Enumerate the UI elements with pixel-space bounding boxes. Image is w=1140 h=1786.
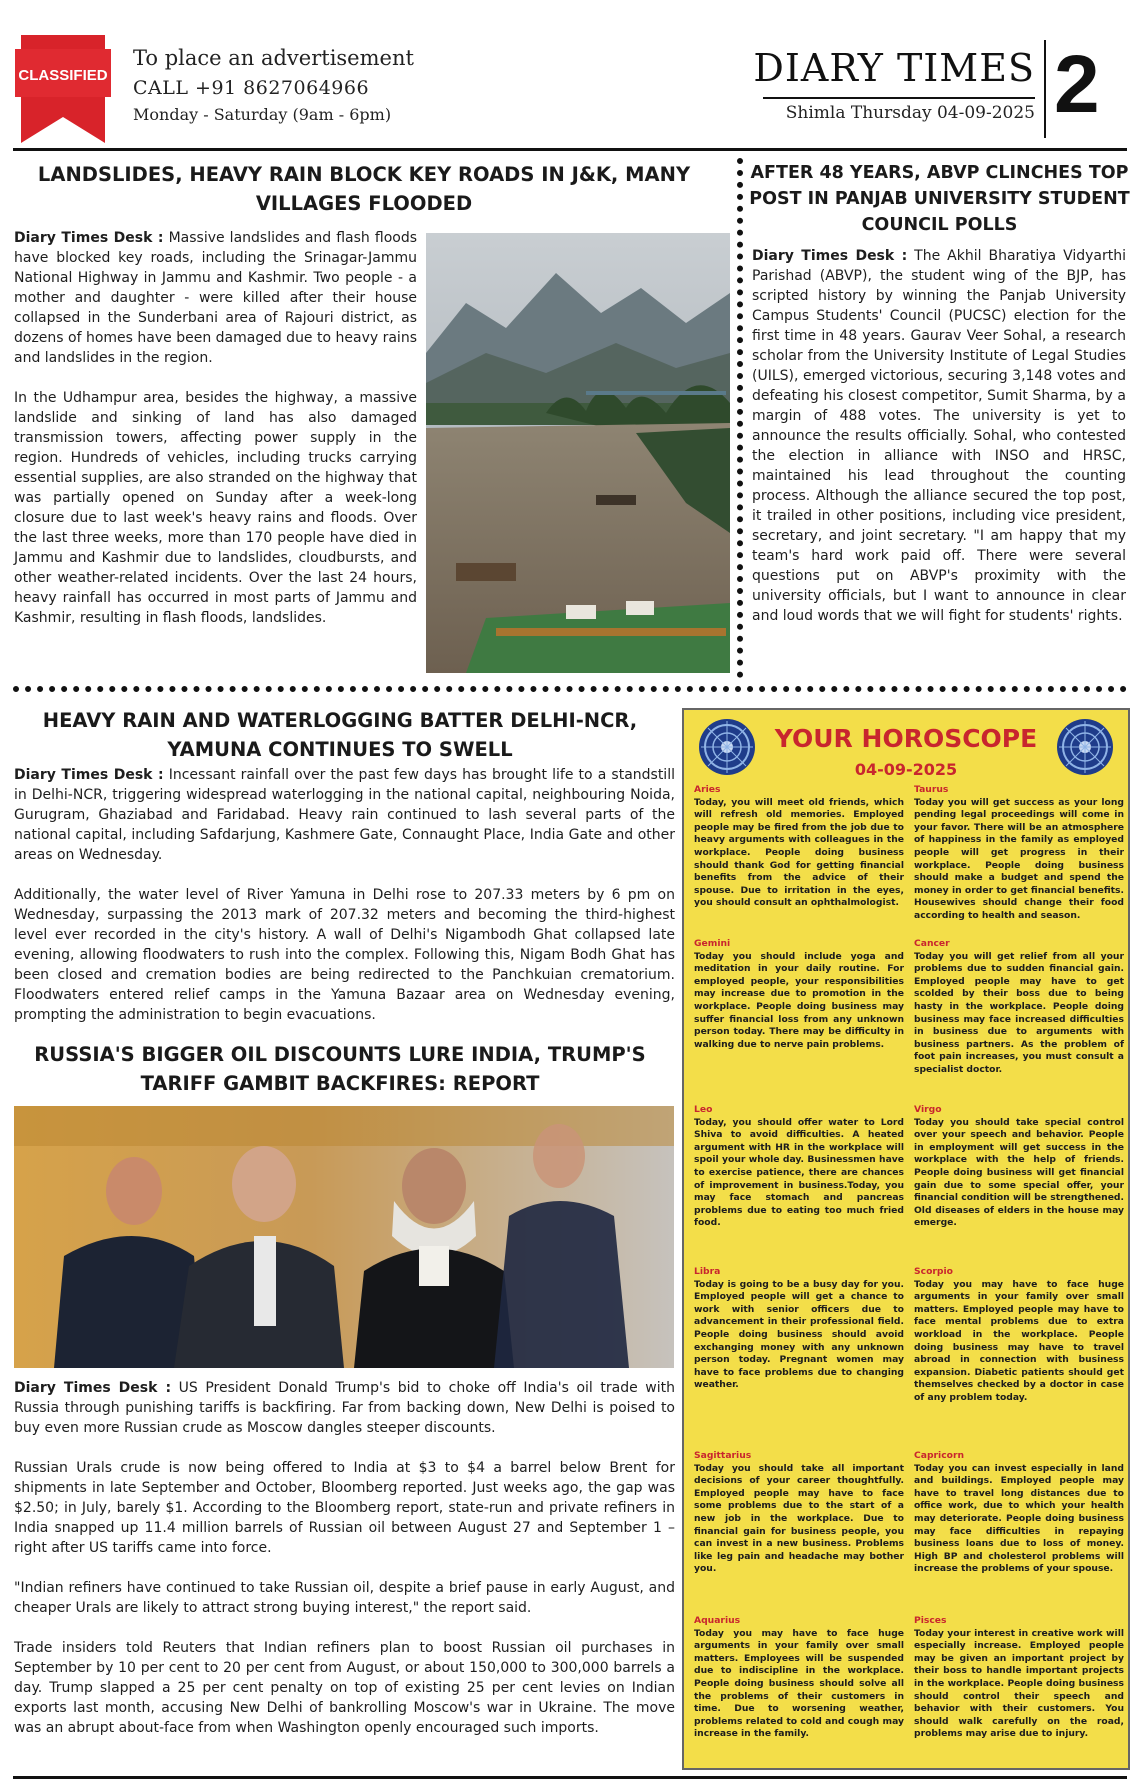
horoscope-panel [682, 708, 1130, 1770]
russia-desk: Diary Times Desk : [14, 1380, 172, 1396]
sign-aquarius [694, 1615, 904, 1741]
sign-name: Pisces [914, 1615, 947, 1626]
russia-para-2: Russian Urals crude is now being offered to India at $3 to $4 a barrel below Brent for shipments in late September and October, Bloomberg reported. Just weeks ago, the gap was $2.50; in July, barely $1. According to the Bloomberg report, state-run and private refiners in India snapped up 11.4 million barrels of Russian oil between August 27 and September 1 – right after US tariffs came into force. [14, 1460, 675, 1556]
horoscope-date: 04-09-2025 [854, 760, 958, 779]
horoscope-title: YOUR HOROSCOPE [774, 724, 1038, 753]
flood-river-photo [426, 233, 730, 673]
sign-text: Today you will get relief from all your problems due to sudden financial gain. Employed people may have to get scolded by their boss due to being hasty in the workplace. People doing business may face increased difficulties in business due to arguments with business partners. As the problem of foot pain increases, you must consult a specialist doctor. [914, 950, 1124, 1075]
page-number: 2 [1054, 39, 1100, 130]
footer-rule [13, 1776, 1127, 1779]
delhi-desk: Diary Times Desk : [14, 767, 164, 783]
classified-info [133, 46, 414, 124]
sign-name: Leo [694, 1104, 713, 1115]
ad-phone: CALL +91 8627064966 [133, 77, 370, 99]
sign-libra [694, 1266, 904, 1392]
sign-text: Today, you should offer water to Lord Shiva to avoid difficulties. A heated argument with HR in the workplace will spoil your whole day. Businessmen have to exercise patience, there are chances of improvement in business.Today, you may face stomach and pancreas problems due to eating too much fried food. [694, 1116, 904, 1229]
russia-body [14, 1378, 675, 1738]
masthead-rule [763, 97, 1035, 99]
abvp-body [752, 246, 1126, 626]
header-rule [13, 148, 1127, 151]
section-divider [13, 686, 1127, 692]
sign-leo [694, 1104, 904, 1230]
ad-line-1: To place an advertisement [133, 46, 414, 70]
sign-name: Scorpio [914, 1266, 953, 1277]
abvp-headline: AFTER 48 YEARS, ABVP CLINCHES TOP POST IN PANJAB UNIVERSITY STUDENT COUNCIL POLLS [749, 163, 1130, 235]
sign-name: Taurus [914, 784, 949, 795]
jk-headline: LANDSLIDES, HEAVY RAIN BLOCK KEY ROADS IN J&K, MANY VILLAGES FLOODED [37, 163, 691, 215]
delhi-headline: HEAVY RAIN AND WATERLOGGING BATTER DELHI-NCR, YAMUNA CONTINUES TO SWELL [42, 709, 638, 761]
sign-name: Libra [694, 1266, 721, 1277]
sign-sagittarius [694, 1450, 904, 1576]
classified-ribbon [15, 35, 111, 145]
sign-pisces [914, 1615, 1124, 1741]
abvp-desk: Diary Times Desk : [752, 248, 908, 264]
jk-desk: Diary Times Desk : [14, 230, 164, 246]
abvp-para-1: The Akhil Bharatiya Vidyarthi Parishad (ABVP), the student wing of the BJP, has scripted history by winning the Panjab University Campus Students' Council (PUCSC) election for the first time in 48 years. Gaurav Veer Sohal, a research scholar from the University Institute of Legal Studies (UILS), emerged victorious, securing 3,148 votes and defeating his closest competitor, Sumit Sharma, by a margin of 488 votes. The university is yet to announce the results officially. Sohal, who contested the election in alliance with INSO and HRSC, maintained his lead throughout the counting process. Although the alliance secured the top post, it trailed in other positions, including vice president, secretary, and joint secretary. "I am happy that my team's hard work paid off. There were several questions put on ABVP's proximity with the university officials, but I want to announce in clear and loud words that we will fight for students' rights. [752, 248, 1126, 624]
sign-name: Sagittarius [694, 1450, 752, 1461]
sign-text: Today you should include yoga and meditation in your daily routine. For employed people, your responsibilities may increase due to promotion in the workplace. People doing business may suffer financial loss from any unknown person today. There may be difficulty in walking due to nerve pain problems. [694, 950, 904, 1050]
sign-taurus [914, 784, 1124, 923]
sign-scorpio [914, 1266, 1124, 1405]
sign-name: Aquarius [694, 1615, 741, 1626]
sign-gemini [694, 938, 904, 1051]
column-divider [737, 158, 743, 678]
delhi-para-1: Incessant rainfall over the past few days has brought life to a standstill in Delhi-NCR, triggering widespread waterlogging in the national capital, neighbouring Noida, Gurugram, Ghaziabad and Faridabad. Heavy rain continued to lash several parts of the national capital, including Safdarjung, Kashmere Gate, Connaught Place, India Gate and other areas on Wednesday. [14, 767, 675, 863]
sign-text: Today you should take special control over your speech and behavior. People in employment will get success in the workplace with the help of friends. People doing business will get financial gain due to some special offer, your financial condition will be strengthened. Old diseases of elders in the house may emerge. [914, 1116, 1124, 1229]
russia-para-1: US President Donald Trump's bid to choke off India's oil trade with Russia through punishing tariffs is backfiring. Far from backing down, New Delhi is poised to buy even more Russian crude as Moscow dangles steeper discounts. [14, 1380, 675, 1436]
delhi-para-2: Additionally, the water level of River Yamuna in Delhi rose to 207.33 meters by 6 pm on Wednesday, surpassing the 2013 mark of 207.32 meters and becoming the third-highest level ever recorded in the city's history. A wall of Delhi's Nigambodh Ghat collapsed late evening, allowing floodwaters to rush into the complex. Following this, Nigam Bodh Ghat has been closed and cremation bodies are being redirected to the Panchkuian crematorium. Floodwaters entered relief camps in the Yamuna Bazaar area on Wednesday evening, prompting the administration to begin evacuations. [14, 887, 675, 1023]
dateline: Shimla Thursday 04-09-2025 [785, 103, 1035, 123]
jk-para-2: In the Udhampur area, besides the highway, a massive landslide and sinking of land has also damaged transmission towers, affecting power supply in the region. Hundreds of vehicles, including trucks carrying essential supplies, are also stranded on the highway that was partially opened on Sunday after a week-long closure due to last week's heavy rains and floods. Over the last three weeks, more than 170 people have died in Jammu and Kashmir due to landslides, cloudbursts, and other weather-related incidents. Over the last 24 hours, heavy rainfall has occurred in most parts of Jammu and Kashmir, resulting in flash floods, landslides. [14, 390, 417, 626]
leaders-photo [14, 1106, 674, 1368]
sign-cancer [914, 938, 1124, 1077]
sign-virgo [914, 1104, 1124, 1230]
ad-hours: Monday - Saturday (9am - 6pm) [133, 105, 392, 124]
jk-body [14, 228, 417, 628]
sign-name: Gemini [694, 938, 731, 949]
masthead [745, 45, 1035, 123]
sign-text: Today you may have to face huge arguments in your family over small matters. Employees will be suspended due to indiscipline in the workplace. People doing business should solve all the problems of their customers in time. Due to worsening weather, problems related to cold and cough may increase in the family. [694, 1627, 904, 1740]
sign-name: Aries [694, 784, 721, 795]
sign-text: Today you can invest especially in land and buildings. Employed people may have to travel long distances due to office work, due to which your health may deteriorate. People doing business may face difficulties in repaying business loans due to loss of money. High BP and cholesterol problems will increase the problems of your spouse. [914, 1462, 1124, 1575]
russia-para-4: Trade insiders told Reuters that Indian refiners plan to boost Russian oil purchases in September by 10 per cent to 20 per cent from August, or about 150,000 to 300,000 barrels a day. Trump slapped a 25 per cent penalty on top of existing 25 per cent levies on Indian exports last month, accusing New Delhi of bankrolling Moscow's war in Ukraine. The move was an abrupt about-face from when Washington openly encouraged such imports. [14, 1640, 675, 1736]
sign-text: Today is going to be a busy day for you. Employed people will get a chance to work with senior officers due to advancement in their professional field. People doing business should avoid exchanging money with any unknown person today. Pregnant women may have to face problems due to changing weather. [694, 1278, 904, 1391]
sign-aries [694, 784, 904, 910]
sign-text: Today your interest in creative work will especially increase. Employed people may be given an important project by their boss to handle important projects in the workplace. People doing business should control their speech and behavior with their customers. You should walk carefully on the road, problems may arise due to injury. [914, 1627, 1124, 1740]
russia-para-3: "Indian refiners have continued to take Russian oil, despite a brief pause in early August, and cheaper Urals are likely to attract strong buying interest," the report said. [14, 1580, 675, 1616]
russia-headline: RUSSIA'S BIGGER OIL DISCOUNTS LURE INDIA, TRUMP'S TARIFF GAMBIT BACKFIRES: REPORT [34, 1043, 646, 1095]
sign-name: Capricorn [914, 1450, 965, 1461]
masthead-divider [1044, 40, 1046, 138]
sign-text: Today you may have to face huge arguments in your family over small matters. Employed people may have to face mental problems due to extra workload in the workplace. People doing business may have to travel abroad in connection with business expansion. Diabetic patients should get themselves checked by a doctor in case of any problem today. [914, 1278, 1124, 1403]
ribbon-label: CLASSIFIED [18, 67, 108, 84]
sign-text: Today, you will meet old friends, which will refresh old memories. Employed people may be fired from the job due to heavy arguments with colleagues in the workplace. People doing business should thank God for getting financial benefits from the advice of their spouse. Due to irritation in the eyes, you should consult an ophthalmologist. [694, 796, 904, 909]
paper-name: DIARY TIMES [753, 46, 1035, 90]
sign-capricorn [914, 1450, 1124, 1576]
delhi-body [14, 765, 675, 1025]
sign-name: Cancer [914, 938, 950, 949]
sign-name: Virgo [914, 1104, 942, 1115]
jk-para-1: Massive landslides and flash floods have blocked key roads, including the Srinagar-Jammu National Highway in Jammu and Kashmir. Two people - a mother and daughter - were killed after their house collapsed in the Sunderbani area of Rajouri district, as dozens of homes have been damaged due to heavy rains and landslides in the region. [14, 230, 418, 366]
sign-text: Today you will get success as your long pending legal proceedings will come in your favor. There will be an atmosphere of happiness in the family as employed people will get progress in their workplace. People doing business should make a budget and spend the money in order to get financial benefits. Housewives should change their food according to health and season. [914, 796, 1124, 921]
sign-text: Today you should take all important decisions of your career thoughtfully. Employed people may have to face some problems due to the start of a new job in the workplace. Due to financial gain for business people, you can invest in a new business. Problems like leg pain and headache may bother you. [694, 1462, 904, 1575]
